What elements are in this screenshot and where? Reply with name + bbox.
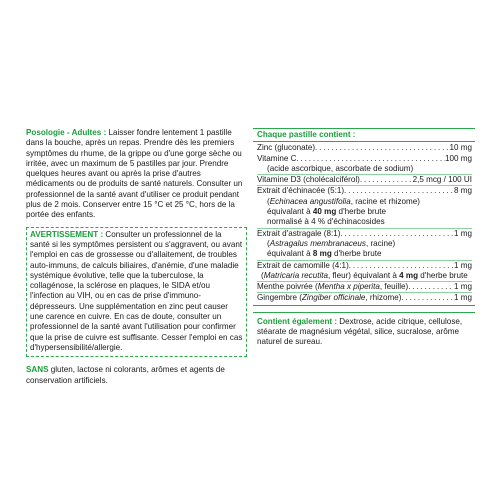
- astragalus-latin: Astragalus membranaceus: [269, 238, 366, 248]
- leader-dots: [296, 154, 445, 164]
- echinacea-standardization: normalisé à 4 % d'échinacosides: [257, 217, 472, 228]
- ingredient-label: Extrait de camomille (4:1): [257, 260, 349, 270]
- ingredient-label: [257, 293, 401, 303]
- sans-paragraph: [26, 365, 247, 386]
- other-ingredients-text: Dextrose, acide citrique, cellulose, stéarate de magnésium végétal, silice, sucralose, arôme naturel de sureau.: [257, 316, 463, 347]
- ingredients-panel: [253, 128, 475, 306]
- equiv-suffix: d'herbe brute: [331, 249, 382, 259]
- ginger-latin: Zingiber officinale: [301, 293, 366, 303]
- posology-text: Laisser fondre lentement 1 pastille dans la bouche, après un repas. Prendre dès les premiers symptômes du rhume, de la grippe ou d'une gorge sèche ou irritée, avec un maximum de 5 pastilles par jour. Prendre quelques heures avant ou après la prise d'autres médicaments ou de produits de santé naturels. Consulter un professionnel de la santé avant d'utiliser ce produit pendant plus de 2 mois. Conserver entre 15 °C et 25 °C, hors de la portée des enfants.: [26, 128, 243, 220]
- label-suffix: , feuille): [379, 282, 409, 292]
- ingredients-rows: [253, 142, 475, 304]
- ingredient-label: Extrait d'échinacée (5:1): [257, 186, 345, 196]
- label-prefix: Menthe poivrée (: [257, 282, 318, 292]
- equiv-amount: 8 mg: [312, 249, 332, 259]
- right-column: [253, 128, 475, 348]
- astragalus-part: , racine): [365, 238, 396, 248]
- sans-heading: SANS: [26, 365, 49, 375]
- peppermint-latin: Mentha x piperita: [317, 282, 380, 292]
- leader-dots: [349, 261, 454, 271]
- echinacea-latin: Echinacea angustifolia: [269, 196, 351, 206]
- astragalus-source: (Astragalus membranaceus, racine): [267, 238, 396, 248]
- ingredient-value: 1 mg: [454, 293, 472, 303]
- warning-heading: AVERTISSEMENT :: [30, 229, 104, 239]
- leader-dots: [340, 229, 454, 239]
- ingredients-title: Chaque pastille contient :: [253, 129, 475, 142]
- chamomile-part: , fleur) équivalant à: [328, 270, 400, 280]
- ingredient-label: Extrait d'astragale (8:1): [257, 228, 341, 238]
- label-suffix: , rhizome): [365, 293, 402, 303]
- echinacea-part: , racine et rhizome): [350, 196, 420, 206]
- posology-heading: Posologie - Adultes :: [26, 128, 107, 137]
- chamomile-latin: Matricaria recutita: [263, 270, 329, 280]
- ingredient-label: Vitamine C: [257, 153, 297, 163]
- ingredient-row-echinacea: [257, 186, 472, 196]
- other-ingredients-heading: Contient également :: [257, 316, 338, 326]
- ingredient-value: 100 mg: [445, 153, 472, 163]
- posology-paragraph: [26, 128, 247, 221]
- ingredient-value: 1 mg: [454, 228, 472, 238]
- ingredient-value: 1 mg: [454, 260, 472, 270]
- sans-text: gluten, lactose ni colorants, arômes et agents de conservation artificiels.: [26, 365, 225, 385]
- warning-box: [26, 227, 247, 358]
- equiv-prefix: équivalant à: [267, 249, 313, 259]
- echinacea-source: (Echinacea angustifolia, racine et rhizome): [267, 196, 420, 206]
- ingredient-row-ginger: [257, 293, 472, 303]
- echinacea-equivalence: [257, 207, 472, 217]
- other-ingredients-paragraph: [257, 317, 471, 348]
- ingredient-value: 10 mg: [449, 143, 472, 153]
- warning-text: Consulter un professionnel de la santé si les symptômes persistent ou s'aggravent, ou avant l'emploi en cas de grossesse ou d'allaitement, de troubles auto-immuns, de calculs biliaires, d'anémie, d'une maladie systémique évolutive, telle que la tuberculose, la collagénose, la sclérose en plaques, le SIDA et/ou l'infection au VIH, ou en cas de prise d'immuno-dépresseurs. Une supplémentation en zinc peut causer une carence en cuivre. En cas de doute, consulter un professionnel de la santé avant l'utilisation pour confirmer que la prise de cuivre est suffisante. Cesser l'emploi en cas d'hypersensibilité/allergie.: [30, 229, 243, 352]
- chamomile-source: (Matricaria recutita, fleur) équivalant à 4 mg d'herbe brute: [257, 271, 472, 282]
- ingredient-row-astragalus: [257, 229, 472, 239]
- ingredient-value: 8 mg: [454, 186, 472, 196]
- ingredient-row-vitamin-d3: [257, 175, 472, 186]
- leader-dots: [344, 186, 454, 196]
- leader-dots: [401, 293, 454, 303]
- equiv-amount: 40 mg: [312, 207, 337, 217]
- ingredient-note-vitamin-c: (acide ascorbique, ascorbate de sodium): [257, 164, 472, 175]
- ingredient-row-peppermint: [257, 282, 472, 293]
- astragalus-equivalence: [257, 249, 472, 260]
- leader-dots: [315, 143, 449, 153]
- ingredient-label: Vitamine D3 (cholécalciférol): [257, 175, 360, 185]
- ingredient-label: Zinc (gluconate): [257, 143, 316, 153]
- ingredient-label: [257, 282, 408, 292]
- ingredient-row-zinc: [257, 143, 472, 153]
- chamomile-suffix: d'herbe brute: [418, 270, 468, 280]
- ingredient-row-vitamin-c: [257, 154, 472, 164]
- top-blank-area: [0, 0, 500, 108]
- warning-paragraph: [30, 230, 243, 354]
- leader-dots: [408, 282, 454, 292]
- label-prefix: Gingembre (: [257, 293, 302, 303]
- other-ingredients: [253, 312, 475, 348]
- ingredient-row-chamomile: [257, 261, 472, 271]
- leader-dots: [360, 175, 413, 185]
- ingredient-value: 2,5 mcg / 100 UI: [412, 175, 472, 185]
- chamomile-amount: 4 mg: [399, 270, 419, 280]
- ingredient-value: 1 mg: [454, 282, 472, 292]
- left-column: [26, 128, 247, 386]
- equiv-suffix: d'herbe brute: [336, 207, 387, 217]
- equiv-prefix: équivalant à: [267, 207, 313, 217]
